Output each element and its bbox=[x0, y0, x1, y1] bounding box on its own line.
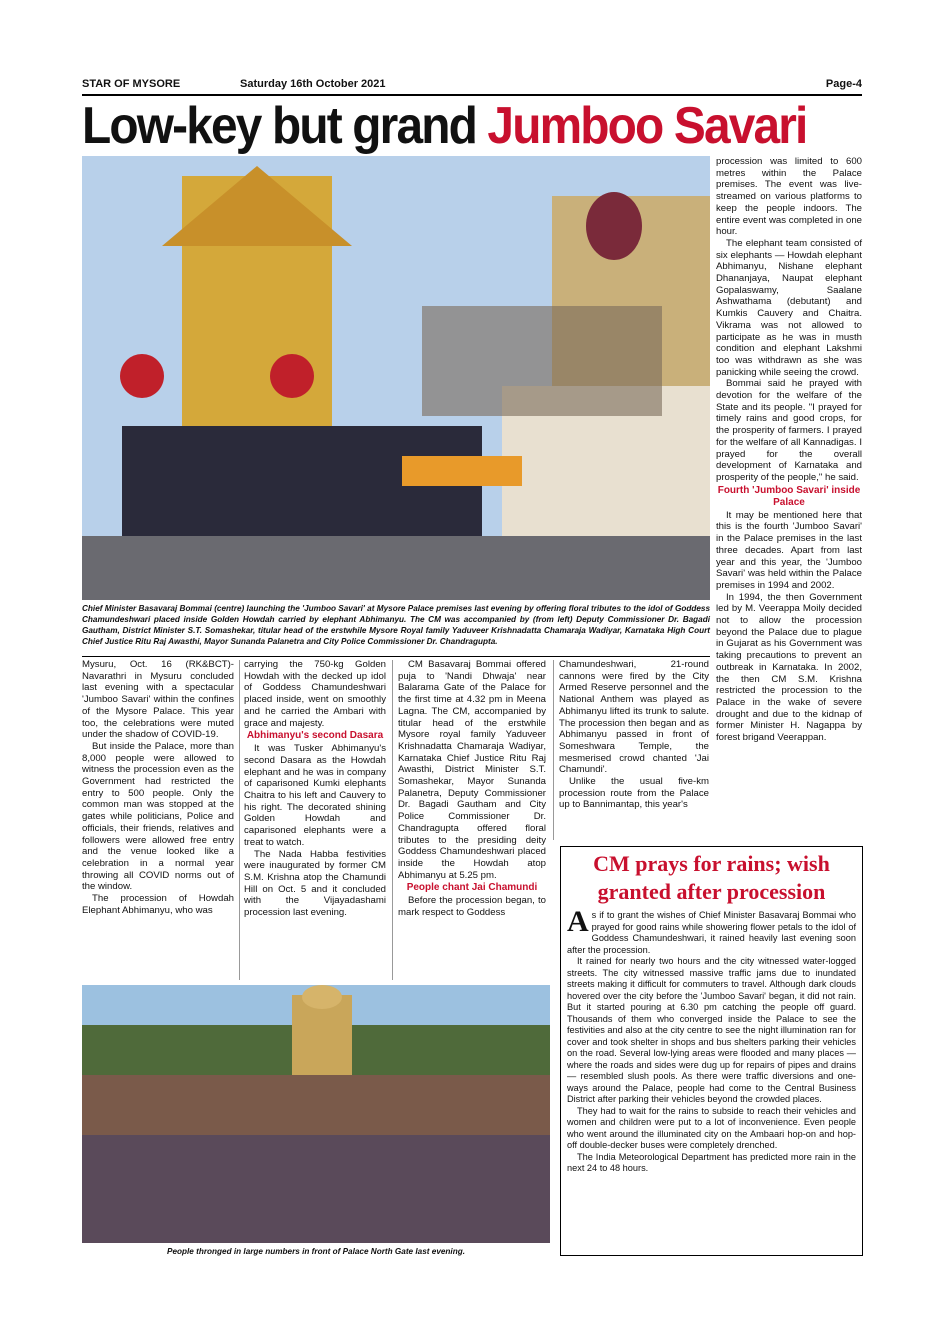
right-para-5: In 1994, the then Government led by M. Veerappa Moily decided not to allow the procession beyond the Palace due to plague in Gujarat as his Government was taking precautions to prevent an outbreak in Karnataka. In 2002, the then CM S.M. Krishna restricted the procession to the Palace in the wake of severe drought and due to the kidnap of former Minister H. Nagappa by forest brigand Veerappan. bbox=[716, 591, 862, 744]
right-para-3: Bommai said he prayed with devotion for the welfare of the State and its people. "I prayed for timely rains and good crops, for the prosperity of farmers. I prayed for the welfare of all Kannadigas. I prayed for the overall development of Karnataka and prosperity of the people," he said. bbox=[716, 378, 862, 483]
right-subhead: Fourth 'Jumboo Savari' inside Palace bbox=[717, 484, 861, 508]
column-2 bbox=[244, 659, 386, 919]
col1-para-3: The procession of Howdah Elephant Abhimanyu, who was bbox=[82, 893, 234, 916]
column-divider bbox=[392, 660, 393, 980]
right-para-4: It may be mentioned here that this is the fourth 'Jumboo Savari' in the Palace premises in the last three decades. Apart from last year and this year, the 'Jumboo Savari' was held within the Palace premises in 1994 and 2002. bbox=[716, 509, 862, 591]
page-number: Page-4 bbox=[825, 78, 862, 90]
main-photo-caption: Chief Minister Basavaraj Bommai (centre) launching the 'Jumboo Savari' at Mysore Palace premises last evening by offering floral tributes to the idol of Goddess Chamundeshwari placed inside Golden Howdah carried by elephant Abhimanyu. The CM was accompanied by (from left) Deputy Commissioner Dr. Bagadi Gautham, District Minister S.T. Somashekar, titular head of the erstwhile Mysore Royal family Yaduveer Krishnadatta Chamaraja Wadiyar, Karnataka High Court Chief Justice Ritu Raj Awasthi, Mayor Sunanda Palanetra and City Police Commissioner Dr. Chandragupta. bbox=[82, 604, 710, 646]
right-para-2: The elephant team consisted of six elephants — Howdah elephant Abhimanyu, Nishane elephant Dhananjaya, Naupat elephant Gopalaswamy, Saalane Ashwathama (debutant) and Kumkis Cauvery and Chaitra. Vikrama was not allowed to participate as he was in musth condition and elephant Lakshmi too was withdrawn as she was panicking while seeing the crowd. bbox=[716, 237, 862, 378]
col4-para-2: Unlike the usual five-km procession route from the Palace up to Bannimantap, this year's bbox=[559, 776, 709, 811]
col3-para-1: CM Basavaraj Bommai offered puja to 'Nandi Dhwaja' near Balarama Gate of the Palace for the first time at 4.32 pm in Meena Lagna. The CM, accompanied by titular head of the erstwhile Mysore royal family Yaduveer Krishnadatta Chamaraja Wadiyar, Karnataka Chief Justice Ritu Raj Awasthi, District Minister S.T. Somashekar, Mayor Sunanda Palanetra, Deputy Commissioner Dr. Bagadi Gautham and City Police Commissioner Dr. Chandragupta offered floral tributes to the presiding deity Goddess Chamundeshwari placed inside the Howdah atop Abhimanyu at 5.25 pm. bbox=[398, 659, 546, 881]
headline-part2: Jumboo Savari bbox=[487, 97, 807, 155]
box-para-3: The India Meteorological Department has predicted more rain in the next 24 to 48 hours. bbox=[567, 1151, 856, 1173]
col2-para-1: carrying the 750-kg Golden Howdah with the decked up idol of Goddess Chamundeshwari placed inside, went on smoothly and he carried the Ambari with grace and majesty. bbox=[244, 659, 386, 729]
col1-para-1: Mysuru, Oct. 16 (RK&BCT)- Navarathri in Mysuru concluded last evening with a spectacular 'Jumboo Savari' within the confines of the Mysore Palace. This year too, the celebrations were muted under the shadow of COVID-19. bbox=[82, 659, 234, 741]
box-body bbox=[567, 905, 856, 1175]
box-lead-para bbox=[567, 905, 856, 956]
col3-para-2: Before the procession began, to mark respect to Goddess bbox=[398, 895, 546, 919]
column-divider bbox=[553, 660, 554, 840]
box-lead-text: s if to grant the wishes of Chief Minister Basavaraj Bommai who prayed for good rains while showering flower petals to the idol of Goddess Chamundeshwari, it rained heavily last evening soon after the procession. bbox=[567, 910, 856, 955]
column-1 bbox=[82, 659, 234, 916]
box-para-2: They had to wait for the rains to subside to reach their vehicles and women and children were put to a lot of inconvenience. Even people who went around the illuminated city on the Ambaari hop-on and hop-off double-decker buses were completely drenched. bbox=[567, 1105, 856, 1150]
box-headline-line1: CM prays for rains; wish bbox=[593, 851, 830, 876]
crowd-photo bbox=[82, 985, 550, 1243]
col2-para-3: The Nada Habba festivities were inaugurated by former CM S.M. Krishna atop the Chamundi Hill on Oct. 5 and it concluded with the Vijayadashami procession last evening. bbox=[244, 848, 386, 919]
issue-date: Saturday 16th October 2021 bbox=[240, 78, 386, 90]
box-headline-line2: granted after procession bbox=[597, 879, 826, 904]
column-3 bbox=[398, 659, 546, 919]
main-photo-illustration bbox=[82, 156, 710, 600]
right-column bbox=[716, 156, 862, 744]
caption-rule bbox=[82, 656, 710, 657]
column-divider bbox=[239, 660, 240, 980]
col1-para-2: But inside the Palace, more than 8,000 people were allowed to witness the procession even as the Government had restricted the entry to 500 people. Only the common man was stopped at the gates while politicians, Police and officials, their friends, relatives and followers were allowed free entry and the venue looked like a celebration in a normal year throwing all COVID norms out of the window. bbox=[82, 740, 234, 893]
masthead bbox=[82, 78, 862, 94]
box-para-1: It rained for nearly two hours and the city witnessed water-logged streets. The city witnessed massive traffic jams due to inundated streets making it difficult for commuters to travel. Although dark clouds hovered over the city before the 'Jumboo Savari' began, it did not rain. But it started pouring at 6.30 pm catching the people off guard. Thousands of them who converged inside the Palace to see the festivities and also at the city centre to see the night illumination ran for cover and took shelter in shops and bus shelters parking their vehicles on the road. Several low-lying areas were flooded and many places — where the roads and sides were dug up for repairs of pipes and drains — resembled slush pools. As there were traffic diversions and one-ways around the Palace, people had come to the Central Business District after parking their vehicles beyond the crowded places. bbox=[567, 956, 856, 1104]
crowd-photo-illustration bbox=[82, 985, 550, 1243]
col2-subhead: Abhimanyu's second Dasara bbox=[246, 730, 384, 742]
crowd-photo-caption: People thronged in large numbers in front of Palace North Gate last evening. bbox=[167, 1247, 465, 1256]
sidebar-story-box bbox=[560, 846, 863, 1256]
headline-part1: Low-key but grand bbox=[82, 97, 488, 155]
col4-para-1: Chamundeshwari, 21-round cannons were fired by the City Armed Reserve personnel and the National Anthem was played as Abhimanyu lifted its trunk to salute. The procession then began and as Abhimanyu passed in front of Someshwara Temple, the mesmerised crowd chanted 'Jai Chamundi'. bbox=[559, 659, 709, 776]
headline bbox=[82, 96, 807, 156]
col3-subhead: People chant Jai Chamundi bbox=[406, 882, 538, 894]
col2-para-2: It was Tusker Abhimanyu's second Dasara as the Howdah elephant and he was in company of caparisoned Kumki elephants Chaitra to his left and Cauvery to his right. The decorated shining Golden Howdah and caparisoned elephants were a treat to watch. bbox=[244, 743, 386, 848]
column-4 bbox=[559, 659, 709, 811]
dropcap: A bbox=[567, 905, 589, 938]
right-para-1: procession was limited to 600 metres within the Palace premises. The event was live-streamed on various platforms to keep the people indoors. The entire event was completed in one hour. bbox=[716, 156, 862, 238]
paper-name: STAR OF MYSORE bbox=[82, 78, 181, 90]
main-photo bbox=[82, 156, 710, 600]
